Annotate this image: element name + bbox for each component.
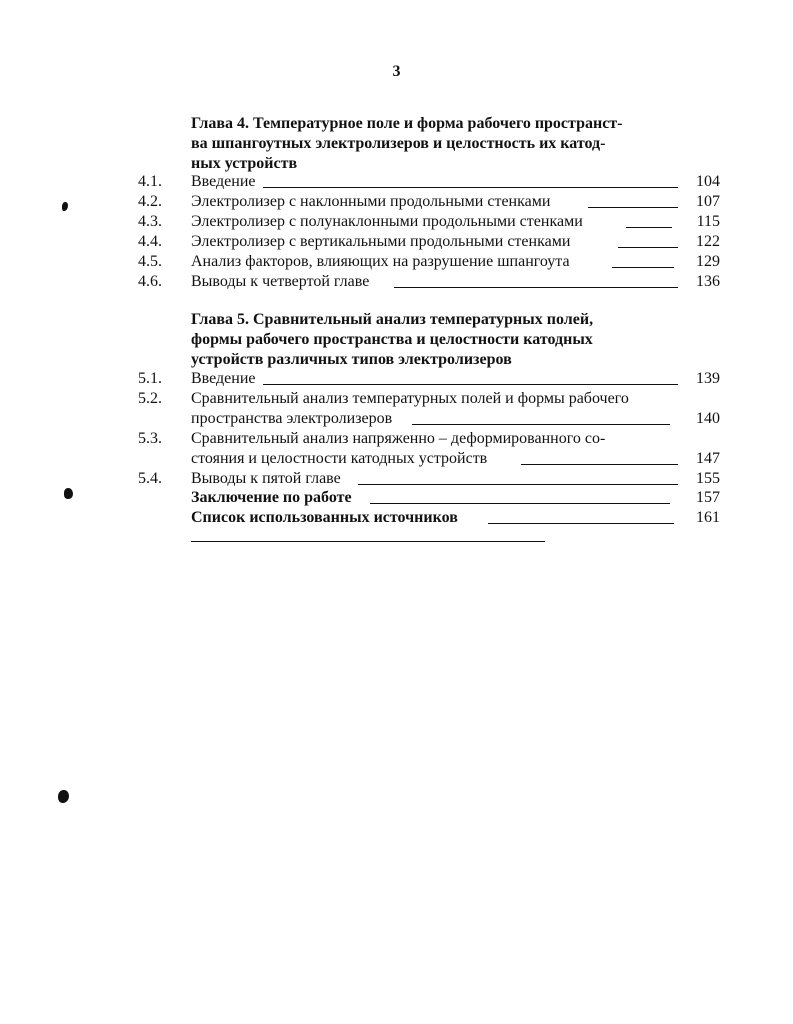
entry-number: 4.3. [138, 213, 162, 230]
entry-page: 136 [696, 273, 720, 290]
entry-title: Введение [191, 370, 256, 387]
chapter-5-heading-line: Глава 5. Сравнительный анализ температурных полей, [191, 311, 594, 328]
entry-title-continuation: пространства электролизеров [191, 410, 393, 427]
entry-page: 147 [696, 450, 720, 467]
entry-title-continuation: стояния и целостности катодных устройств [191, 450, 488, 467]
scan-mark [62, 202, 68, 211]
leader-line [588, 207, 678, 208]
entry-page: 115 [696, 213, 720, 230]
chapter-4-heading-line: ва шпангоутных электролизеров и целостность их катод- [191, 135, 606, 152]
leader-line [612, 267, 674, 268]
entry-number: 4.1. [138, 173, 162, 190]
leader-line [358, 484, 678, 485]
chapter-4-heading [191, 114, 691, 174]
entry-title: Выводы к пятой главе [191, 470, 341, 487]
entry-title: Электролизер с наклонными продольными стенками [191, 193, 551, 210]
leader-line [394, 287, 678, 288]
scan-mark [58, 790, 69, 803]
entry-page: 140 [696, 410, 720, 427]
entry-number: 5.2. [138, 390, 162, 407]
leader-line [263, 384, 678, 385]
leader-line [488, 523, 674, 524]
entry-title: Сравнительный анализ температурных полей и формы рабочего [191, 390, 629, 407]
entry-title: Заключение по работе [191, 489, 352, 506]
leader-line [263, 187, 678, 188]
leader-line [521, 464, 678, 465]
entry-number: 4.2. [138, 193, 162, 210]
entry-page: 122 [696, 233, 720, 250]
chapter-5-heading [191, 310, 691, 370]
chapter-4-heading-line: Глава 4. Температурное поле и форма рабочего пространст- [191, 115, 623, 132]
leader-line [370, 503, 670, 504]
entry-title: Список использованных источников [191, 509, 458, 526]
entry-title: Сравнительный анализ напряженно – деформированного со- [191, 430, 606, 447]
chapter-4-heading-line: ных устройств [191, 155, 298, 172]
entry-number: 5.3. [138, 430, 162, 447]
leader-line [626, 227, 672, 228]
entry-page: 157 [696, 489, 720, 506]
page-number: 3 [392, 63, 401, 80]
entry-page: 129 [696, 253, 720, 270]
entry-title: Анализ факторов, влияющих на разрушение шпангоута [191, 253, 570, 270]
closing-rule [191, 541, 545, 542]
chapter-5-heading-line: формы рабочего пространства и целостности катодных [191, 331, 593, 348]
entry-number: 5.4. [138, 470, 162, 487]
entry-number: 4.5. [138, 253, 162, 270]
entry-number: 4.4. [138, 233, 162, 250]
entry-page: 155 [696, 470, 720, 487]
leader-line [618, 247, 678, 248]
entry-title: Введение [191, 173, 256, 190]
entry-page: 161 [696, 509, 720, 526]
entry-page: 107 [696, 193, 720, 210]
chapter-5-heading-line: устройств различных типов электролизеров [191, 351, 512, 368]
entry-page: 104 [696, 173, 720, 190]
leader-line [412, 424, 670, 425]
entry-title: Электролизер с полунаклонными продольными стенками [191, 213, 583, 230]
entry-page: 139 [696, 370, 720, 387]
entry-number: 5.1. [138, 370, 162, 387]
entry-title: Выводы к четвертой главе [191, 273, 370, 290]
entry-title: Электролизер с вертикальными продольными стенками [191, 233, 571, 250]
scan-mark [64, 488, 73, 499]
entry-number: 4.6. [138, 273, 162, 290]
